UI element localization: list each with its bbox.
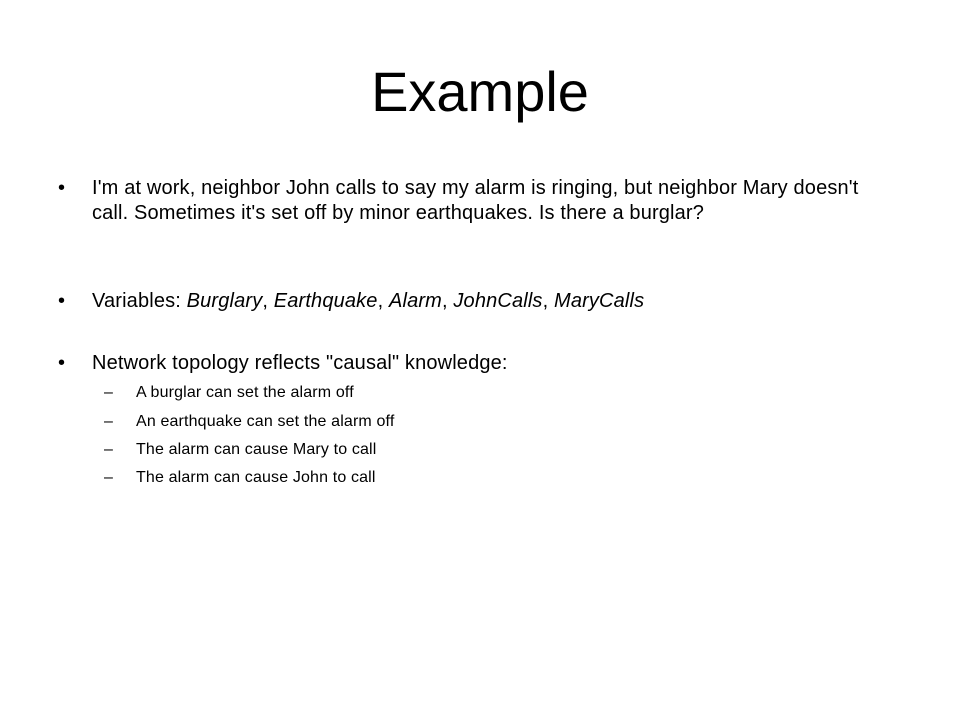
variable-burglary: Burglary: [186, 290, 263, 312]
bullet-text: [92, 289, 876, 314]
variable-marycalls: MaryCalls: [554, 290, 645, 312]
variable-separator: ,: [441, 290, 454, 312]
subitem-text: An earthquake can set the alarm off: [136, 413, 395, 430]
subitem-text: A burglar can set the alarm off: [136, 384, 354, 401]
variable-separator: ,: [542, 290, 555, 312]
bullet-marker: •: [58, 177, 66, 199]
slide-title: Example: [371, 60, 589, 123]
subitem-earthquake: [104, 412, 704, 432]
variable-alarm: Alarm: [389, 290, 442, 312]
bullet-scenario: [58, 176, 878, 256]
dash-marker: –: [104, 384, 114, 401]
variable-separator: ,: [262, 290, 274, 312]
bullet-text: Network topology reflects "causal" knowledge:: [92, 352, 508, 374]
dash-marker: –: [104, 441, 114, 458]
variable-separator: ,: [377, 290, 389, 312]
variable-johncalls: JohnCalls: [453, 290, 543, 312]
bullet-marker: •: [58, 290, 66, 312]
bullet-topology: [58, 351, 878, 376]
variable-earthquake: Earthquake: [273, 290, 378, 312]
bullet-text: I'm at work, neighbor John calls to say my alarm is ringing, but neighbor Mary doesn't call. Sometimes it's set off by minor earthquakes. Is there a burglar?: [92, 177, 859, 224]
subitem-text: The alarm can cause John to call: [136, 469, 376, 486]
subitem-text: The alarm can cause Mary to call: [136, 441, 377, 458]
subitem-burglar: [104, 383, 704, 403]
variables-prefix: Variables:: [92, 290, 187, 312]
dash-marker: –: [104, 413, 114, 430]
bullet-marker: •: [58, 352, 66, 374]
subitem-mary: [104, 440, 704, 460]
subitem-john: [104, 468, 704, 488]
bullet-variables: [58, 289, 878, 314]
dash-marker: –: [104, 469, 114, 486]
